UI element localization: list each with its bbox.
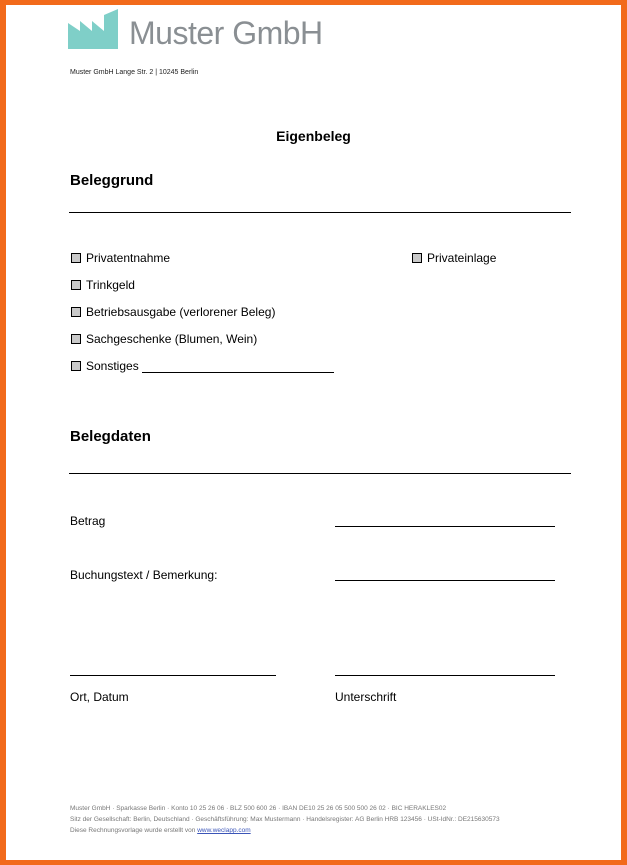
factory-icon <box>68 9 124 49</box>
footer-credit-line <box>70 825 500 836</box>
checkbox-box[interactable] <box>71 253 81 263</box>
signature-label: Unterschrift <box>335 690 397 704</box>
checkbox-label: Privateinlage <box>427 251 497 265</box>
checkbox-box[interactable] <box>71 280 81 290</box>
checkbox-label: Betriebsausgabe (verlorener Beleg) <box>86 305 276 319</box>
footer-credit-text: Diese Rechnungsvorlage wurde erstellt von <box>70 827 196 834</box>
checkbox-label: Sachgeschenke (Blumen, Wein) <box>86 332 258 346</box>
checkbox-privatentnahme[interactable] <box>71 251 170 265</box>
place-date-input-line[interactable] <box>70 675 276 676</box>
checkbox-label: Trinkgeld <box>86 278 135 292</box>
company-name: Muster GmbH <box>129 15 323 51</box>
checkbox-betriebsausgabe[interactable] <box>71 305 275 319</box>
section-heading-data: Belegdaten <box>70 428 151 445</box>
checkbox-trinkgeld[interactable] <box>71 278 135 292</box>
footer-credit-link[interactable]: www.weclapp.com <box>197 827 251 834</box>
divider-data <box>69 473 571 474</box>
checkbox-label: Sonstiges <box>86 359 139 373</box>
document-title: Eigenbeleg <box>276 128 351 144</box>
divider-reason <box>69 212 571 213</box>
checkbox-sachgeschenke[interactable] <box>71 332 257 346</box>
booking-text-input-line[interactable] <box>335 580 555 581</box>
section-heading-reason: Beleggrund <box>70 172 154 189</box>
checkbox-privateinlage[interactable] <box>412 251 496 265</box>
place-date-label: Ort, Datum <box>70 690 129 704</box>
amount-label: Betrag <box>70 514 106 528</box>
checkbox-box[interactable] <box>412 253 422 263</box>
footer-company-line: Sitz der Gesellschaft: Berlin, Deutschland · Geschäftsführung: Max Mustermann · Handelsregister: AG Berlin HRB 123456 · USt-IdNr.: DE215630573 <box>70 816 500 823</box>
sonstiges-input-line[interactable] <box>142 360 334 373</box>
footer <box>70 803 500 836</box>
booking-text-label: Buchungstext / Bemerkung: <box>70 568 218 582</box>
checkbox-box[interactable] <box>71 334 81 344</box>
checkbox-box[interactable] <box>71 307 81 317</box>
checkbox-box[interactable] <box>71 361 81 371</box>
amount-input-line[interactable] <box>335 526 555 527</box>
footer-bank-line: Muster GmbH · Sparkasse Berlin · Konto 10 25 26 06 · BLZ 500 600 26 · IBAN DE10 25 26 05 500 500 26 02 · BIC HERAKLES02 <box>70 805 447 812</box>
signature-input-line[interactable] <box>335 675 555 676</box>
sender-address: Muster GmbH Lange Str. 2 | 10245 Berlin <box>70 69 199 76</box>
checkbox-sonstiges[interactable] <box>71 359 334 373</box>
checkbox-label: Privatentnahme <box>86 251 171 265</box>
document-page <box>6 5 621 860</box>
